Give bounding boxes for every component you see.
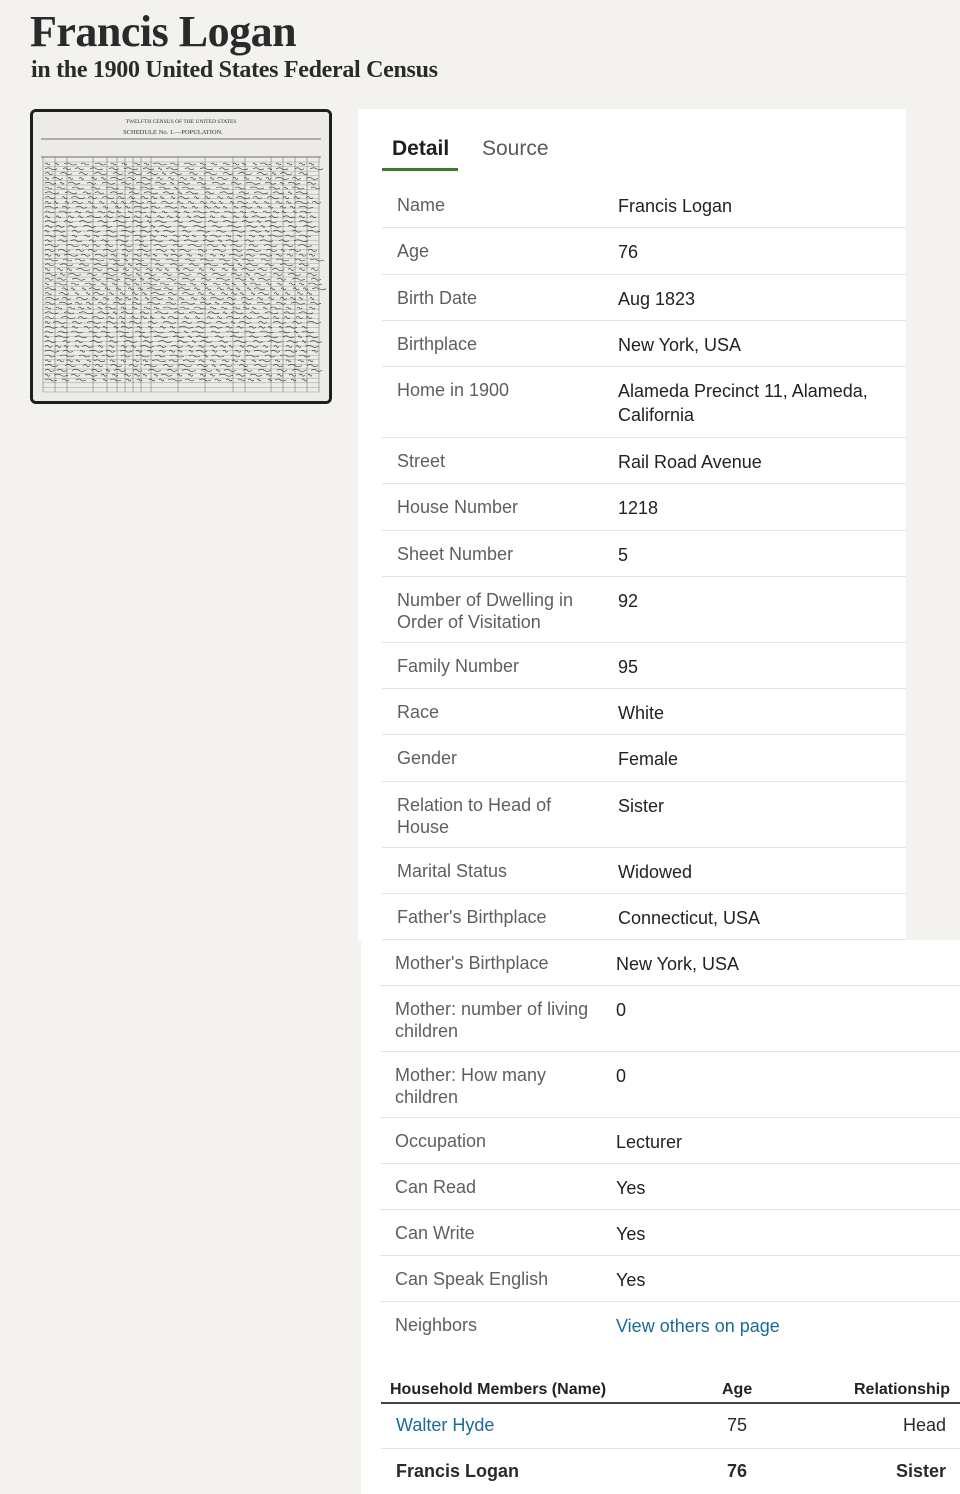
- detail-value: 95: [618, 657, 639, 677]
- detail-row: [382, 531, 906, 577]
- detail-value: Alameda Precinct 11, Alameda, California: [618, 381, 868, 425]
- detail-row: [382, 689, 906, 735]
- household-member-relationship: Head: [902, 1415, 946, 1435]
- detail-row: [380, 1052, 960, 1118]
- detail-row: [380, 1164, 960, 1210]
- detail-label: Street: [397, 451, 446, 471]
- detail-value: Lecturer: [616, 1132, 683, 1152]
- tab-active-indicator: [382, 168, 458, 171]
- detail-label: Neighbors: [395, 1315, 478, 1335]
- detail-label: Marital Status: [397, 861, 508, 881]
- detail-label: Can Speak English: [395, 1269, 549, 1289]
- detail-label: Can Write: [395, 1223, 475, 1243]
- household-row-current: [381, 1448, 960, 1494]
- detail-value: 5: [618, 545, 629, 565]
- detail-row: [382, 367, 906, 438]
- detail-label: House Number: [397, 497, 519, 517]
- detail-value: Sister: [618, 796, 665, 816]
- household-member-name: Francis Logan: [396, 1461, 520, 1481]
- detail-row: [382, 643, 906, 689]
- detail-value: Yes: [616, 1178, 646, 1198]
- neighbors-link[interactable]: View others on page: [616, 1316, 780, 1336]
- detail-value: New York, USA: [618, 335, 742, 355]
- detail-row: [382, 735, 906, 782]
- detail-row: [382, 275, 906, 321]
- detail-label: Gender: [397, 748, 458, 768]
- detail-value: New York, USA: [616, 954, 740, 974]
- detail-value: Connecticut, USA: [618, 908, 761, 928]
- detail-row: [380, 986, 960, 1052]
- detail-value: Francis Logan: [618, 196, 733, 216]
- household-member-link[interactable]: Walter Hyde: [396, 1415, 495, 1435]
- detail-value: Aug 1823: [618, 289, 696, 309]
- detail-row: [380, 1210, 960, 1256]
- household-table-header: [381, 1378, 960, 1404]
- detail-label: Mother: How many children: [395, 1065, 547, 1107]
- detail-value: Rail Road Avenue: [618, 452, 762, 472]
- detail-row: [380, 1302, 960, 1356]
- detail-value: 0: [616, 1066, 627, 1086]
- page-title: Francis Logan: [30, 7, 297, 56]
- census-heading: TWELFTH CENSUS OF THE UNITED STATES: [125, 119, 237, 125]
- census-schedule: SCHEDULE No. 1.—POPULATION.: [123, 129, 223, 136]
- detail-label: Birthplace: [397, 334, 478, 354]
- detail-value: Female: [618, 749, 679, 769]
- detail-value: 1218: [618, 498, 659, 518]
- detail-label: Name: [397, 195, 446, 215]
- col-name-header: Household Members (Name): [390, 1381, 607, 1398]
- household-member-age: 76: [727, 1461, 748, 1481]
- detail-label: Birth Date: [397, 288, 478, 308]
- detail-label: Can Read: [395, 1177, 477, 1197]
- detail-row: [382, 182, 906, 228]
- household-member-relationship: Sister: [895, 1461, 946, 1481]
- detail-row: [380, 940, 960, 986]
- household-member-age: 75: [727, 1415, 748, 1435]
- detail-label: Age: [397, 241, 430, 261]
- detail-row: [382, 848, 906, 894]
- detail-value: Yes: [616, 1270, 646, 1290]
- detail-label: Number of Dwelling in Order of Visitation: [397, 590, 574, 632]
- detail-row: [382, 894, 906, 940]
- detail-row: [380, 1256, 960, 1302]
- tab-source[interactable]: Source: [482, 137, 549, 160]
- detail-row: [382, 577, 906, 643]
- detail-value: Widowed: [618, 862, 693, 882]
- detail-label: Father's Birthplace: [397, 907, 547, 927]
- detail-value: 0: [616, 1000, 627, 1020]
- detail-label: Home in 1900: [397, 380, 510, 400]
- detail-value: Yes: [616, 1224, 646, 1244]
- detail-row: [382, 438, 906, 484]
- detail-row: [380, 1118, 960, 1164]
- detail-label: Sheet Number: [397, 544, 514, 564]
- detail-label: Family Number: [397, 656, 520, 676]
- detail-label: Race: [397, 702, 440, 722]
- detail-label: Mother's Birthplace: [395, 953, 549, 973]
- tab-detail[interactable]: Detail: [392, 137, 450, 160]
- detail-row: [382, 321, 906, 367]
- detail-value: 76: [618, 242, 639, 262]
- detail-value: White: [618, 703, 665, 723]
- detail-row: [382, 484, 906, 531]
- detail-label: Relation to Head of House: [397, 795, 552, 837]
- detail-value: 92: [618, 591, 639, 611]
- detail-row: [382, 782, 906, 848]
- detail-label: Occupation: [395, 1131, 487, 1151]
- detail-row: [382, 228, 906, 275]
- census-record-image[interactable]: [30, 109, 332, 404]
- household-row: [381, 1402, 960, 1449]
- col-age-header: Age: [722, 1381, 753, 1398]
- census-document-scan: [33, 112, 329, 401]
- page-subtitle: in the 1900 United States Federal Census: [31, 57, 438, 83]
- col-relationship-header: Relationship: [853, 1381, 950, 1398]
- detail-label: Mother: number of living children: [395, 999, 589, 1041]
